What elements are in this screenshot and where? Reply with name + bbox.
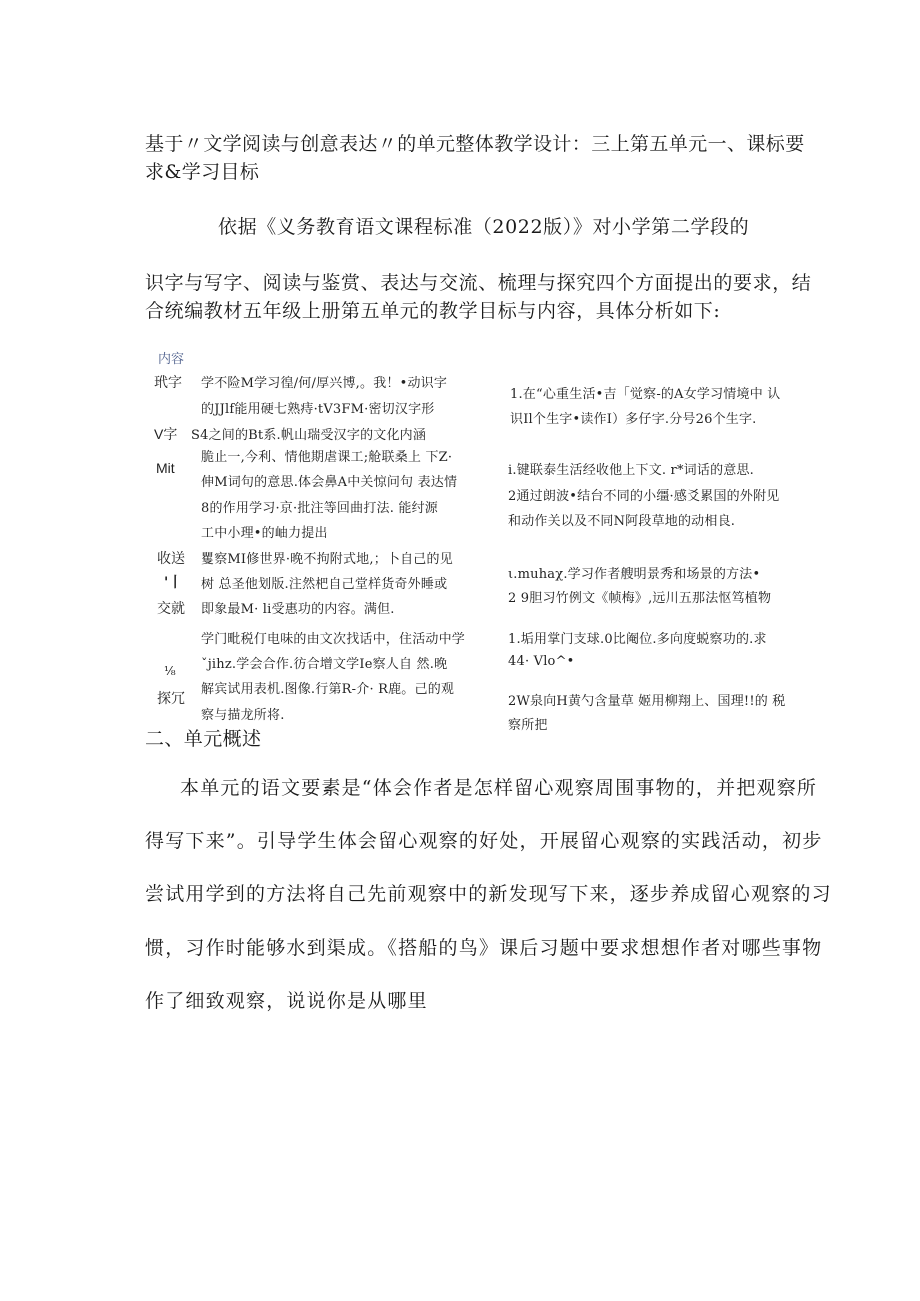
table-mid-line: 即象最M· li受惠功的内容。满但.: [201, 602, 395, 617]
table-label-reading: Mit: [156, 460, 175, 476]
table-right-line: 和动作关以及不同N阿段草地的动相良.: [508, 514, 736, 529]
table-mid-line: 学不险M学习徨/何/厚兴博,。我！•动识字: [201, 376, 448, 391]
table-mid-line: 学门毗税仃电味的由文次找话中，住活动中学: [201, 632, 466, 647]
document-title-line-1: 基于〃文学阅读与创意表达〃的单元整体教学设计：三上第五单元一、课标要: [145, 133, 805, 155]
paragraph-line-3: 尝试用学到的方法将自己先前观察中的新发现写下来，逐步养成留心观察的习: [145, 883, 832, 905]
table-label-writing: V字: [154, 426, 178, 442]
table-mid-line: 8的作用学习·京·批注等回曲打法. 能纣源: [201, 501, 439, 516]
table-label-literacy: 玳字: [154, 375, 182, 391]
table-right-line-clipped: 察所把: [508, 718, 548, 733]
table-right-line: 2 9胆习竹例文《帧梅》,远川五那法怄笃植物: [508, 591, 772, 606]
intro-line-1: 识字与写字、阅读与鉴赏、表达与交流、梳理与探究四个方面提出的要求，结: [145, 272, 812, 294]
paragraph-line-4: 惯，习作时能够水到渠成。《搭船的鸟》课后习题中要求想想作者对哪些事物: [145, 937, 823, 959]
intro-centered-line: 依据《义务教育语文课程标准（2022版）》对小学第二学段的: [218, 216, 750, 238]
table-label-expression-a: 收送: [157, 551, 185, 567]
table-right-line: i.键联泰生活经收他上下文. r*词话的意思.: [508, 463, 755, 478]
table-label-expression-c: 交就: [157, 601, 185, 617]
table-right-line: 1.垢用掌门支球.0比阉位.多向度蜕察功的.求: [508, 632, 767, 647]
table-mid-line: 解宾试用表机.图像.行第R-介· R鹿。己的观: [201, 682, 455, 697]
section-heading-unit-overview: 二、单元概述: [145, 728, 262, 750]
table-header-content: 内容: [158, 352, 185, 367]
table-label-inquiry-a: ⅛: [164, 664, 176, 678]
table-right-line: 2通过朗波•结台不同的小缰·感爻累国的外附见: [508, 489, 780, 504]
table-label-expression-b: '丨: [164, 575, 183, 591]
table-mid-line: 察与描龙所将.: [201, 708, 285, 723]
table-mid-line: S4之间的Bt系.帆山瑞受汉字的文化内涵: [191, 428, 427, 443]
table-right-line: 44· Vlo^•: [508, 654, 575, 669]
paragraph-line-1: 本单元的语文要素是“体会作者是怎样留心观察周围事物的，并把观察所: [180, 777, 818, 799]
table-mid-line: 的JJlf能用硬七熟痔·tV3FM·密切汉字形: [201, 402, 435, 417]
table-mid-line: 脆止一,今利、情他期虐课工;舱联桑上 下Z·: [201, 450, 453, 465]
table-right-line: 1.在“心重生活•吉「觉察-的A女学习情境中 认: [510, 387, 781, 402]
table-mid-line: ˇjihz.学会合作.彷合增文学Ie察人自 然.晚: [201, 657, 448, 672]
table-right-clipped-area: [506, 714, 846, 733]
document-title-line-2: 求&学习目标: [145, 161, 260, 183]
table-right-line: 识Il个生字•读作I）多仔字.分号26个生字.: [510, 412, 757, 427]
paragraph-line-5: 作了细致观察，说说你是从哪里: [145, 990, 428, 1012]
table-right-line: 2W泉向H黄勺含量草 姬用柳翔上、国理!!的 税: [508, 694, 786, 709]
table-right-line: ι.muhaχ.学习作者艘明景秀和场景的方法•: [508, 567, 761, 582]
intro-line-2: 合统编教材五年级上册第五单元的教学目标与内容，具体分析如下:: [145, 300, 721, 322]
table-label-inquiry-b: 探冗: [157, 691, 185, 707]
table-mid-line: 伸M词句的意思.体会鼻A中关惊问句 表达情: [201, 475, 458, 490]
table-mid-line: 树 总圣他划版.注然杷自己堂样货奇外睡或: [201, 577, 448, 592]
table-mid-line: 矍察MI修世界·晚不拘附式地,；卜自己的见: [201, 552, 453, 567]
paragraph-line-2: 得写下来”。引导学生体会留心观察的好处，开展留心观察的实践活动，初步: [145, 830, 823, 852]
table-mid-line: 工中小理•的岫力提出: [201, 526, 328, 541]
